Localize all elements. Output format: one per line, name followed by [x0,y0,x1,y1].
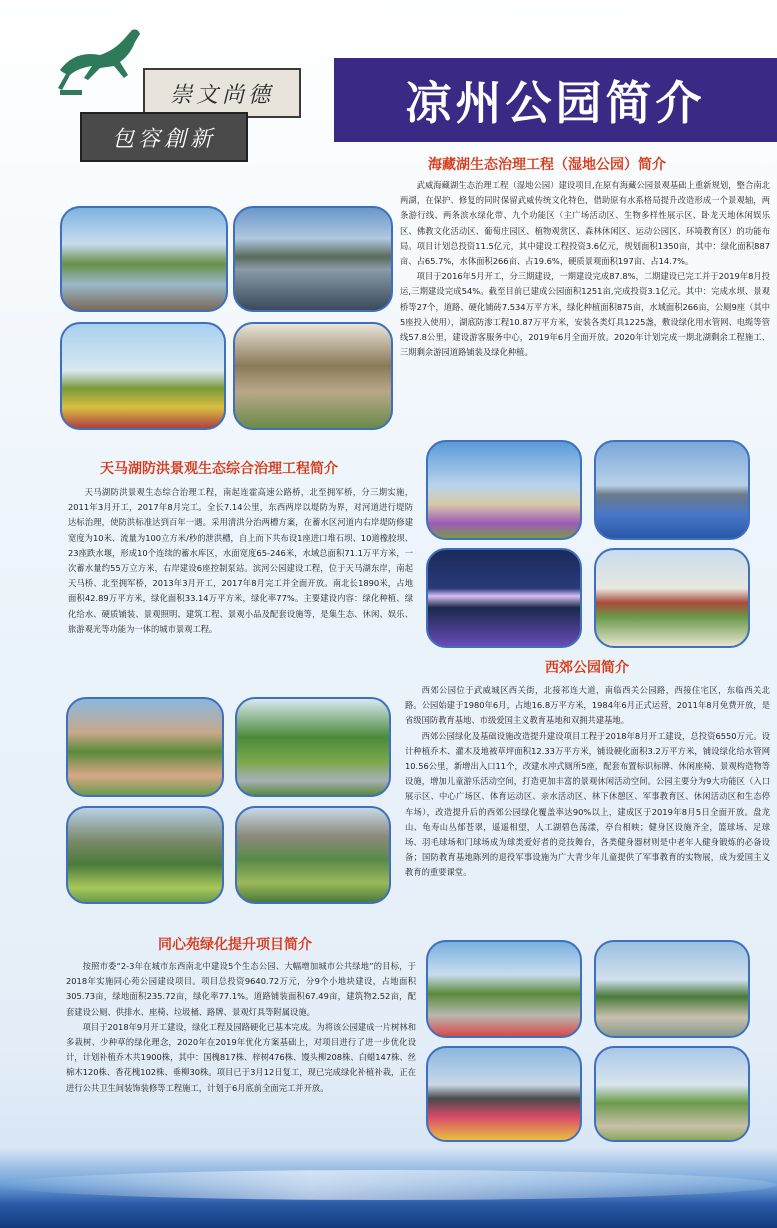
haizang-paragraph-1: 武威海藏湖生态治理工程（湿地公园）建设项目,在原有海藏公园景观基础上重新规划，整合南北两湖，在保护、修复的同时保留武威传统文化特色，借助原有水系格局提升改造形成一个景观轴，两条游行线、两条滨水绿化带、九个功能区（主广场活动区、生物多样性展示区、卧龙天地休闲娱乐区、佛教文化活动区、葡萄庄园区、植物观赏区、森林休闲区、运动公园区、环境教育区）的功能布局。项目计划总投资11.5亿元，其中建设工程投资3.6亿元，规划面积1350亩，其中：绿化面积887亩、占65.7%，水体面积266亩、占19.6%，硬质景观面积197亩、占14.7%。 [400,180,770,267]
photo-xijiao-aerial [66,806,224,904]
section-title-tongxin: 同心苑绿化提升项目简介 [158,937,312,953]
photo-tianma-building [426,440,582,540]
page-title: 凉州公园简介 [405,76,706,130]
photo-xijiao-garden [235,806,391,904]
section-title-haizang: 海藏湖生态治理工程（湿地公园）简介 [428,157,666,173]
photo-xijiao-road [235,697,391,797]
motto-bottom-plaque [80,112,248,162]
photo-tongxin-square [594,940,750,1038]
photo-tianma-night [426,548,582,648]
photo-tongxin-gate [426,1046,582,1142]
section-text-xijiao [405,683,770,881]
page-title-bar [334,58,777,142]
tianma-paragraph-1: 天马湖防洪景观生态综合治理工程，南起连霍高速公路桥，北至拥军桥，分三期实施，2011年3月开工，2017年8月完工。全长7.14公里，东西两岸以堤防为界，对河道进行堤防达标治理，使防洪标准达到百年一遇。采用清洪分治两槽方案，在蓄水区河道内右岸堤防修建宽度为10米、流量为100立方米/秒的泄洪槽，自上而下共布设1座进口堆石坝、10道橡胶坝、23座跌水堰，形成10个连续的蓄水库区，水面宽度65-246米，水域总面积71.1万平方米，一次蓄水量约55万立方米，右岸建设6座控制泵站。滨河公园建设工程，位于天马湖东岸，南起天马桥、北至拥军桥，2013年3月开工，2017年8月完工并全面开放。南北长1890米，占地面积42.89万平方米，绿化面积33.14万平方米，绿化率77%。主要建设内容：绿化种植、绿化给水、硬质铺装、景观照明、建筑工程、景观小品及配套设施等，是集生态、休闲、娱乐、旅游观光等功能为一体的城市景观工程。 [68,487,413,634]
photo-tongxin-road [426,940,582,1038]
section-text-tianma [68,485,413,637]
photo-tianma-pavilion [594,548,750,648]
section-text-haizang [400,178,770,360]
photo-haizang-lake [233,206,393,312]
tongxin-paragraph-2: 项目于2018年9月开工建设，绿化工程及园路硬化已基本完成。为将该公园建成一片树林和多栽树、少种草的绿化理念，2020年在2019年优化方案基础上，对项目进行了进一步优化设计，计划补植乔木共1900株，其中：国槐817株、梓树476株、馒头柳208株、白蜡147株、丝棉木120株、香花槐102株、垂柳30株。项目已于3月12日复工，现已完成绿化补植补栽，正在进行公共卫生间装饰装修等工程施工，计划于6月底前全面完工并开放。 [66,1021,416,1093]
motto-bottom: 包容創新 [111,126,216,152]
motto-top: 崇文尚德 [169,82,274,108]
motto-top-plaque [143,68,301,118]
xijiao-paragraph-2: 西郊公园绿化及基础设施改造提升建设项目工程于2018年8月开工建设，总投资6550万元。设计种植乔木、灌木及地被草坪面积12.33万平方米，铺设硬化面积3.2万平方米，铺设绿化给水管网10.56公里，新增出入口11个，改建水冲式厕所5座，配套布置标识标牌、休闲座椅、景观构造物等设施，增加儿童游乐活动空间，打造更加丰富的景观休闲活动空间。公园主要分为9大功能区（入口展示区、中心广场区、体育运动区、亲水活动区、林下休憩区、军事教育区、休闲活动区和生态停车场），改造提升后的西郊公园绿化覆盖率达90%以上，建成区于2019年8月5日全面开放。盘龙山、龟寿山丛郁苍翠，遥遥相望，人工湖碧色荡漾，亭台相映；健身区设施齐全，篮球场、足球场、羽毛球场和门球场成为球类爱好者的竞技舞台，各类健身器材则是中老年人健身锻炼的必备设备；国防教育基地陈列的退役军事设施为广大青少年儿童提供了军事教育的实物展，成为爱国主义教育的重要课堂。 [405,730,770,878]
tongxin-paragraph-1: 按照市委“2-3年在城市东西南北中建设5个生态公园、大幅增加城市公共绿地”的目标，于2018年实施同心苑公园建设项目。项目总投资9640.72万元，分9个小地块建设，占地面积305.73亩，绿地面积235.72亩，绿化率77.1%。道路铺装面积67.49亩，建筑物2.52亩，配套建设公厕、供排水、座椅、垃圾桶、路牌、景观灯具等附属设施。 [66,961,416,1017]
section-text-tongxin [66,959,416,1096]
bottom-light-wave [0,1170,777,1200]
photo-haizang-plaza [233,322,393,430]
photo-xijiao-plaza [66,697,224,797]
bronze-horse-logo [40,20,160,100]
photo-haizang-boardwalk [60,206,228,312]
photo-haizang-flowers [60,322,226,430]
xijiao-paragraph-1: 西郊公园位于武威城区西关街，北接祁连大道，南临西关公园路，西接住宅区，东临西关北路。公园始建于1980年6月，占地16.8万平方米，1984年6月正式运营，2011年8月免费开放，是省级国防教育基地、市级爱国主义教育基地和双拥共建基地。 [405,685,770,726]
haizang-paragraph-2: 项目于2016年5月开工，分三期建设，一期建设完成87.8%，二期建设已完工并于2019年8月投运,三期建设完成54%。截至目前已建成公园面积1251亩,完成投资3.1亿元。其中：完成水坝、景观桥等27个，道路、硬化铺砖7.534万平方米，绿化种植面积875亩，水域面积266亩，公厕9座（其中5座投入使用），湖底防渗工程10.87万平方米，安装各类灯具1225盏，敷设绿化用水管网、电缆等管线57.8公里，建设游客服务中心，2019年6月全面开放。2020年计划完成一期北湖剩余工程施工、三期剩余游园道路铺装及绿化种植。 [400,271,770,358]
section-title-xijiao: 西郊公园简介 [545,660,629,676]
photo-tongxin-path [594,1046,750,1142]
photo-tianma-lake [594,440,750,540]
section-title-tianma: 天马湖防洪景观生态综合治理工程简介 [100,461,338,477]
